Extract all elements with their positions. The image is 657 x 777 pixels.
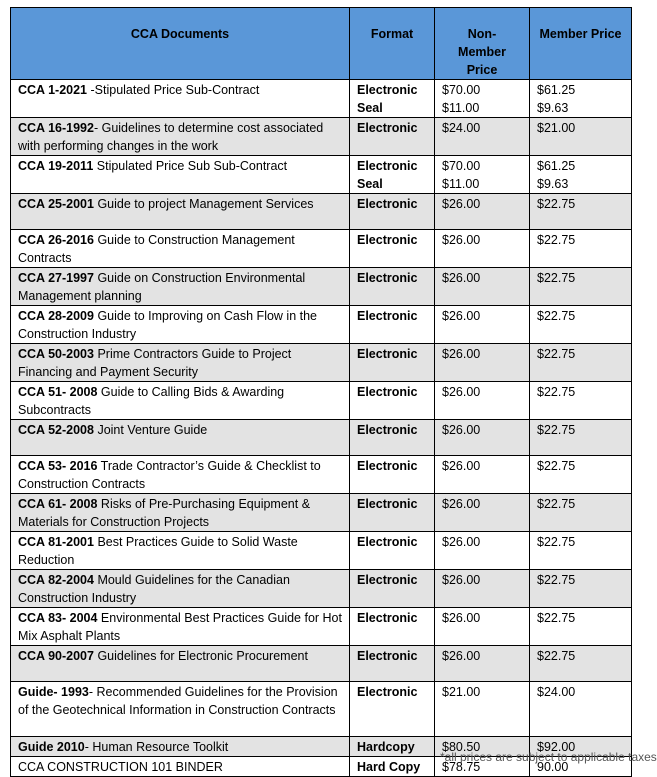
document-code: CCA 26-2016 xyxy=(18,233,94,247)
member-price: $22.75 xyxy=(537,309,576,323)
format-value: Electronic xyxy=(357,573,418,587)
format-cell xyxy=(350,194,435,230)
document-code: CCA 81-2001 xyxy=(18,535,94,549)
non-member-price-cell xyxy=(435,420,530,456)
document-description: Environmental Best Practices Guide for Hot Mix Asphalt Plants xyxy=(18,611,342,643)
table-row xyxy=(11,570,632,608)
member-price: $22.75 xyxy=(537,347,576,361)
member-price: $22.75 xyxy=(537,271,576,285)
header-non-member-price xyxy=(435,8,530,80)
document-cell xyxy=(11,682,350,737)
document-cell xyxy=(11,382,350,420)
document-cell xyxy=(11,570,350,608)
member-price: $22.75 xyxy=(537,611,576,625)
document-code: CCA 1-2021 xyxy=(18,83,88,97)
document-cell xyxy=(11,156,350,194)
document-cell xyxy=(11,344,350,382)
format-value: Electronic xyxy=(357,459,418,473)
document-code: CCA 90-2007 xyxy=(18,649,94,663)
non-member-price-cell xyxy=(435,382,530,420)
format-cell xyxy=(350,306,435,344)
table-row xyxy=(11,118,632,156)
member-price-cell xyxy=(530,118,632,156)
member-price: $22.75 xyxy=(537,197,576,211)
format-value: Electronic xyxy=(357,233,418,247)
non-member-price-cell xyxy=(435,532,530,570)
footer-note: *all prices are subject to applicable taxes xyxy=(440,750,657,764)
table-row xyxy=(11,682,632,737)
format-cell xyxy=(350,737,435,757)
document-cell xyxy=(11,757,350,777)
format-cell xyxy=(350,757,435,777)
table-row xyxy=(11,344,632,382)
non-member-price: $26.00 xyxy=(442,423,481,437)
non-member-price: $26.00 xyxy=(442,385,481,399)
non-member-price: $26.00 xyxy=(442,347,481,361)
format-value: Electronic xyxy=(357,271,418,285)
document-code: CCA 16-1992 xyxy=(18,121,94,135)
document-cell xyxy=(11,80,350,118)
non-member-price-cell xyxy=(435,494,530,532)
format-value: Electronic xyxy=(357,535,418,549)
format-value: Electronic xyxy=(357,197,418,211)
non-member-price-cell xyxy=(435,306,530,344)
document-code: CCA 28-2009 xyxy=(18,309,94,323)
document-cell xyxy=(11,737,350,757)
document-description: Guide on Construction Environmental Management planning xyxy=(18,271,306,303)
document-code: CCA 27-1997 xyxy=(18,271,94,285)
member-price: $22.75 xyxy=(537,573,576,587)
format-value: Seal xyxy=(357,101,383,115)
non-member-price-cell xyxy=(435,230,530,268)
format-cell xyxy=(350,382,435,420)
member-price-cell xyxy=(530,420,632,456)
document-description: Trade Contractor’s Guide & Checklist to Construction Contracts xyxy=(18,459,321,491)
table-row xyxy=(11,420,632,456)
format-cell xyxy=(350,344,435,382)
document-description: Prime Contractors Guide to Project Financing and Payment Security xyxy=(18,347,292,379)
member-price: $22.75 xyxy=(537,535,576,549)
member-price-cell xyxy=(530,682,632,737)
non-member-price: $24.00 xyxy=(442,121,481,135)
non-member-price-cell xyxy=(435,268,530,306)
non-member-price: $11.00 xyxy=(442,177,480,191)
member-price-cell xyxy=(530,570,632,608)
document-description: Risks of Pre-Purchasing Equipment & Materials for Construction Projects xyxy=(18,497,311,529)
member-price: $24.00 xyxy=(537,685,576,699)
table-row xyxy=(11,532,632,570)
document-description: Best Practices Guide to Solid Waste Reduction xyxy=(18,535,298,567)
format-cell xyxy=(350,420,435,456)
member-price: $22.75 xyxy=(537,233,576,247)
table-row xyxy=(11,382,632,420)
table-row xyxy=(11,646,632,682)
format-cell xyxy=(350,156,435,194)
format-value: Electronic xyxy=(357,611,418,625)
format-value: Electronic xyxy=(357,423,418,437)
non-member-price-cell xyxy=(435,608,530,646)
format-value: Electronic xyxy=(357,309,418,323)
non-member-price-cell xyxy=(435,118,530,156)
format-cell xyxy=(350,456,435,494)
member-price-cell xyxy=(530,382,632,420)
non-member-price-cell xyxy=(435,456,530,494)
document-description: Guide to Construction Management Contracts xyxy=(18,233,295,265)
non-member-price-cell xyxy=(435,344,530,382)
table-row xyxy=(11,456,632,494)
non-member-price-cell xyxy=(435,682,530,737)
non-member-price: $26.00 xyxy=(442,459,481,473)
document-description: Stipulated Price Sub Sub-Contract xyxy=(93,159,288,173)
header-format: Format xyxy=(350,8,435,80)
table-row xyxy=(11,156,632,194)
format-value: Electronic xyxy=(357,685,418,699)
member-price-cell xyxy=(530,456,632,494)
document-cell xyxy=(11,230,350,268)
table-row xyxy=(11,608,632,646)
member-price: $22.75 xyxy=(537,423,576,437)
non-member-price: $21.00 xyxy=(442,685,481,699)
document-description: Guide to project Management Services xyxy=(93,197,314,211)
format-cell xyxy=(350,570,435,608)
format-cell xyxy=(350,608,435,646)
document-description: Guide to Improving on Cash Flow in the Construction Industry xyxy=(18,309,317,341)
member-price: $9.63 xyxy=(537,101,569,115)
document-code: CCA 61- 2008 xyxy=(18,497,98,511)
member-price-cell xyxy=(530,532,632,570)
member-price-cell xyxy=(530,608,632,646)
non-member-price: $26.00 xyxy=(442,309,481,323)
format-value: Electronic xyxy=(357,159,418,173)
table-row xyxy=(11,268,632,306)
member-price-cell xyxy=(530,156,632,194)
member-price-cell xyxy=(530,80,632,118)
format-value: Seal xyxy=(357,177,383,191)
document-code: Guide 2010 xyxy=(18,740,85,754)
member-price-cell xyxy=(530,494,632,532)
table-row xyxy=(11,306,632,344)
format-cell xyxy=(350,118,435,156)
table-row xyxy=(11,230,632,268)
format-value: Electronic xyxy=(357,497,418,511)
document-description: - Guidelines to determine cost associated with performing changes in the work xyxy=(18,121,324,153)
non-member-price: $26.00 xyxy=(442,233,481,247)
table-header-row xyxy=(11,8,632,80)
document-code: Guide- 1993 xyxy=(18,685,89,699)
header-non-member-line: Price xyxy=(466,63,498,77)
non-member-price: $26.00 xyxy=(442,649,481,663)
header-member-price: Member Price xyxy=(530,8,632,80)
non-member-price-cell xyxy=(435,194,530,230)
non-member-price-cell xyxy=(435,570,530,608)
document-code: CCA 82-2004 xyxy=(18,573,94,587)
format-cell xyxy=(350,532,435,570)
member-price-cell xyxy=(530,306,632,344)
format-cell xyxy=(350,268,435,306)
non-member-price: $80.50 xyxy=(442,740,481,754)
document-cell xyxy=(11,268,350,306)
document-code: CCA 52-2008 xyxy=(18,423,94,437)
member-price: $21.00 xyxy=(537,121,576,135)
document-cell xyxy=(11,420,350,456)
non-member-price-cell xyxy=(435,80,530,118)
member-price: $61.25 xyxy=(537,83,576,97)
format-value: Electronic xyxy=(357,83,418,97)
member-price-cell xyxy=(530,194,632,230)
document-description: - Recommended Guidelines for the Provision of the Geotechnical Information in Construction Contracts xyxy=(18,685,338,717)
document-code: CCA 53- 2016 xyxy=(18,459,98,473)
header-non-member-line: Member xyxy=(458,45,506,59)
member-price: $22.75 xyxy=(537,649,576,663)
member-price: $9.63 xyxy=(537,177,569,191)
format-value: Electronic xyxy=(357,385,418,399)
format-value: Hard Copy xyxy=(357,760,421,774)
document-code: CCA 19-2011 xyxy=(18,159,94,173)
document-cell xyxy=(11,532,350,570)
header-non-member-line: Non- xyxy=(467,27,497,41)
format-cell xyxy=(350,494,435,532)
document-cell xyxy=(11,646,350,682)
member-price: $61.25 xyxy=(537,159,576,173)
document-cell xyxy=(11,494,350,532)
member-price: 90.00 xyxy=(537,760,569,774)
table-row xyxy=(11,194,632,230)
format-value: Hardcopy xyxy=(357,740,415,754)
document-description: Guide to Calling Bids & Awarding Subcontracts xyxy=(18,385,285,417)
member-price: $22.75 xyxy=(537,385,576,399)
non-member-price: $70.00 xyxy=(442,159,481,173)
non-member-price: $26.00 xyxy=(442,535,481,549)
document-cell xyxy=(11,118,350,156)
non-member-price: $26.00 xyxy=(442,497,481,511)
table-row xyxy=(11,494,632,532)
format-cell xyxy=(350,230,435,268)
non-member-price: $26.00 xyxy=(442,271,481,285)
non-member-price: $78.75 xyxy=(442,760,481,774)
document-cell xyxy=(11,306,350,344)
member-price-cell xyxy=(530,268,632,306)
document-description: -Stipulated Price Sub-Contract xyxy=(87,83,260,97)
member-price-cell xyxy=(530,344,632,382)
cca-documents-table xyxy=(10,7,632,777)
format-value: Electronic xyxy=(357,649,418,663)
document-cell xyxy=(11,608,350,646)
format-value: Electronic xyxy=(357,121,418,135)
document-code: CCA 51- 2008 xyxy=(18,385,98,399)
document-description: Mould Guidelines for the Canadian Construction Industry xyxy=(18,573,290,605)
document-description: CCA CONSTRUCTION 101 BINDER xyxy=(18,760,223,774)
format-cell xyxy=(350,682,435,737)
document-cell xyxy=(11,456,350,494)
member-price: $22.75 xyxy=(537,459,576,473)
non-member-price: $70.00 xyxy=(442,83,481,97)
document-description: - Human Resource Toolkit xyxy=(84,740,229,754)
member-price: $92.00 xyxy=(537,740,576,754)
document-code: CCA 83- 2004 xyxy=(18,611,98,625)
table-body xyxy=(11,80,632,777)
member-price-cell xyxy=(530,646,632,682)
document-cell xyxy=(11,194,350,230)
member-price: $22.75 xyxy=(537,497,576,511)
member-price-cell xyxy=(530,230,632,268)
document-code: CCA 25-2001 xyxy=(18,197,94,211)
format-value: Electronic xyxy=(357,347,418,361)
document-code: CCA 50-2003 xyxy=(18,347,94,361)
non-member-price-cell xyxy=(435,156,530,194)
non-member-price-cell xyxy=(435,646,530,682)
header-documents: CCA Documents xyxy=(11,8,350,80)
format-cell xyxy=(350,80,435,118)
non-member-price: $26.00 xyxy=(442,573,481,587)
document-description: Joint Venture Guide xyxy=(93,423,208,437)
table-row xyxy=(11,80,632,118)
non-member-price: $26.00 xyxy=(442,197,481,211)
format-cell xyxy=(350,646,435,682)
document-description: Guidelines for Electronic Procurement xyxy=(93,649,308,663)
non-member-price: $26.00 xyxy=(442,611,481,625)
non-member-price: $11.00 xyxy=(442,101,480,115)
